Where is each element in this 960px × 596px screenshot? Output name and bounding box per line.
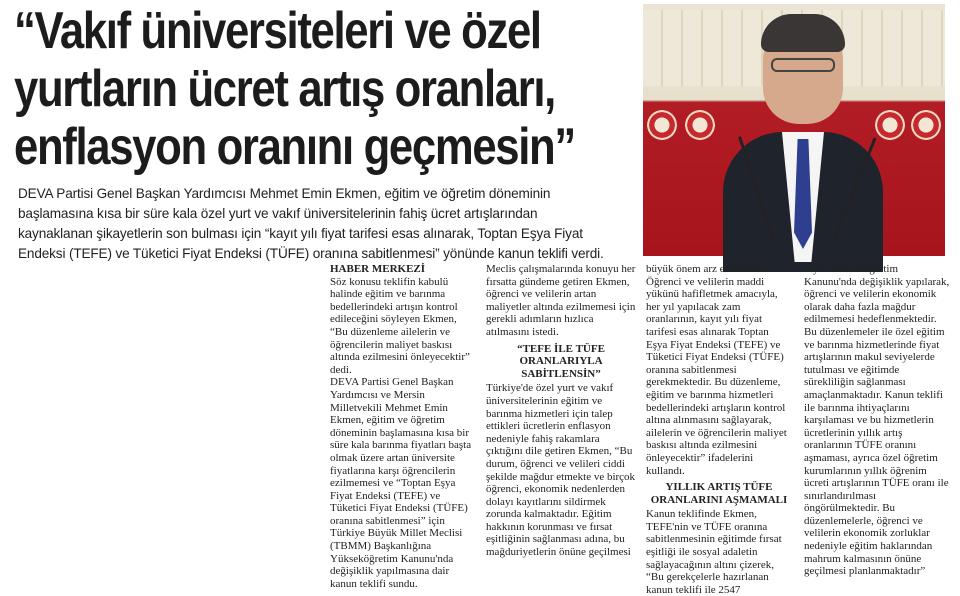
photo-hair <box>761 14 845 52</box>
lead-line-4: Endeksi (TEFE) ve Tüketici Fiyat Endeksi (TÜFE) oranına sabitlenmesi” yönünde kanun teklifi verdi. <box>18 246 604 261</box>
paragraph: sayılı Yükseköğretim Kanunu'nda değişiklik yapılarak, öğrenci ve velilerin ekonomik olarak daha fazla mağdur edilmemesi hedeflenmektedir. Bu düzenlemeler ile özel eğitim ve barınma hizmetlerinde fiyat artışlarının makul seviyelerde tutulması ve eğitimde sürekliliğin sağlanması amaçlanmaktadır. Kanun teklifi ile barınma ihtiyaçlarını karşılaması ve bu hizmetlerin ücretlerinin yıllık artış oranlarının TÜFE oranını aşmaması, ayrıca özel öğretim kurumlarının yıllık öğrenim ücreti artışlarının TÜFE oranı ile sınırlandırılması öngörülmektedir. Bu düzenlemelerle, öğrenci ve velilerin ekonomik zorluklar nedeniyle eğitim haklarından mahrum kalmasının önüne geçilmesi planlanmaktadır” <box>804 263 950 578</box>
article-photo <box>643 4 945 256</box>
lead-line-1: DEVA Partisi Genel Başkan Yardımcısı Mehmet Emin Ekmen, eğitim ve öğretim döneminin <box>18 186 551 201</box>
article-column-1 <box>330 263 476 590</box>
lead-line-3: kaynaklanan şikayetlerin son bulması için “kayıt yılı fiyat tarifesi esas alınarak, Toptan Eşya Fiyat <box>18 226 583 241</box>
paragraph: Meclis çalışmalarında konuyu her fırsatta gündeme getiren Ekmen, öğrenci ve velilerin artan maliyetler altında ezilmemesi için gerekli adımların hızlıca atılmasını istedi. <box>486 263 636 338</box>
headline-line-3: enflasyon oranını geçmesin” <box>14 118 575 176</box>
paragraph: Kanun teklifinde Ekmen, TEFE'nin ve TÜFE oranına sabitlenmesinin eğitimde fırsat eşitliği ile sosyal adaletin sağlayacağının altını çizerek, “Bu gerekçelerle hazırlanan kanun teklifi ile 2547 <box>646 508 782 596</box>
paragraph: büyük önem arz etmektedir. Öğrenci ve velilerin maddi yükünü hafifletmek amacıyla, her yıl yapılacak zam oranlarının, kayıt yılı fiyat tarifesi esas alınarak Toptan Eşya Fiyat Endeksi (TEFE) ve Tüketici Fiyat Endeksi (TÜFE) oranına sabitlenmesi gerekmektedir. Bu düzenleme, eğitim ve barınma hizmetleri bedellerindeki artışların kontrol altına alınmasını sağlayarak, ailelerin ve öğrencilerin maliyet baskısı altında ezilmesini önleyecektir” ifadelerini kullandı. <box>646 263 787 477</box>
paragraph: DEVA Partisi Genel Başkan Yardımcısı ve Mersin Milletvekili Mehmet Emin Ekmen, eğitim ve öğretim döneminin başlamasına kısa bir süre kala barınma fiyatları başta olmak üzere artan üniversite fiyatlarına karşı öğrencilerin ezilmemesi ve “Toptan Eşya Fiyat Endeksi (TEFE) ve Tüketici Fiyat Endeksi (TÜFE) oranına sabitlenmesi” için Türkiye Büyük Millet Meclisi (TBMM) Başkanlığına Yükseköğretim Kanunu'nda değişiklik yapılmasına dair kanun teklifi sundu. <box>330 376 472 590</box>
paragraph: Söz konusu teklifin kabulü halinde eğitim ve barınma bedellerindeki artışın kontrol edileceğini söyleyen Ekmen, “Bu düzenleme ailelerin ve öğrencilerin maliyet baskısı altında ezilmesini önleyecektir” dedi. <box>330 275 470 376</box>
photo-glasses <box>771 58 835 72</box>
subheading: YILLIK ARTIŞ TÜFE ORANLARINI AŞMAMALI <box>650 481 788 506</box>
headline-line-2: yurtların ücret artış oranları, <box>14 60 555 118</box>
article-column-3 <box>646 263 792 596</box>
paragraph: Türkiye'de özel yurt ve vakıf üniversitelerinin eğitim ve barınma hizmetleri için talep ettikleri ücretlerin enflasyon nedeniyle fahiş rakamlara çıktığını dile getiren Ekmen, “Bu durum, öğrenci ve velileri ciddi şekilde mağdur etmekte ve birçok öğrenci, ekonomik nedenlerden dolayı kayıtlarını sildirmek zorunda kalmaktadır. Eğitim hakkının korunması ve fırsat eşitliğinin sağlanması adına, bu mağduriyetlerin önüne geçilmesi <box>486 382 636 559</box>
subheading: “TEFE İLE TÜFE ORANLARIYLA SABİTLENSİN” <box>517 342 605 380</box>
article-column-2 <box>486 263 636 559</box>
lead-line-2: başlamasına kısa bir süre kala özel yurt ve vakıf üniversitelerinin fahiş ücret artışlarından <box>18 206 538 221</box>
headline-line-1: “Vakıf üniversiteleri ve özel <box>14 2 541 60</box>
article-headline <box>14 2 634 176</box>
photo-seal-right <box>875 110 905 140</box>
photo-seal-left-2 <box>685 110 715 140</box>
article-lead <box>18 184 636 264</box>
byline: HABER MERKEZİ <box>330 263 426 275</box>
article-column-4 <box>804 263 950 578</box>
photo-seal-right-2 <box>911 110 941 140</box>
photo-seal-left <box>647 110 677 140</box>
